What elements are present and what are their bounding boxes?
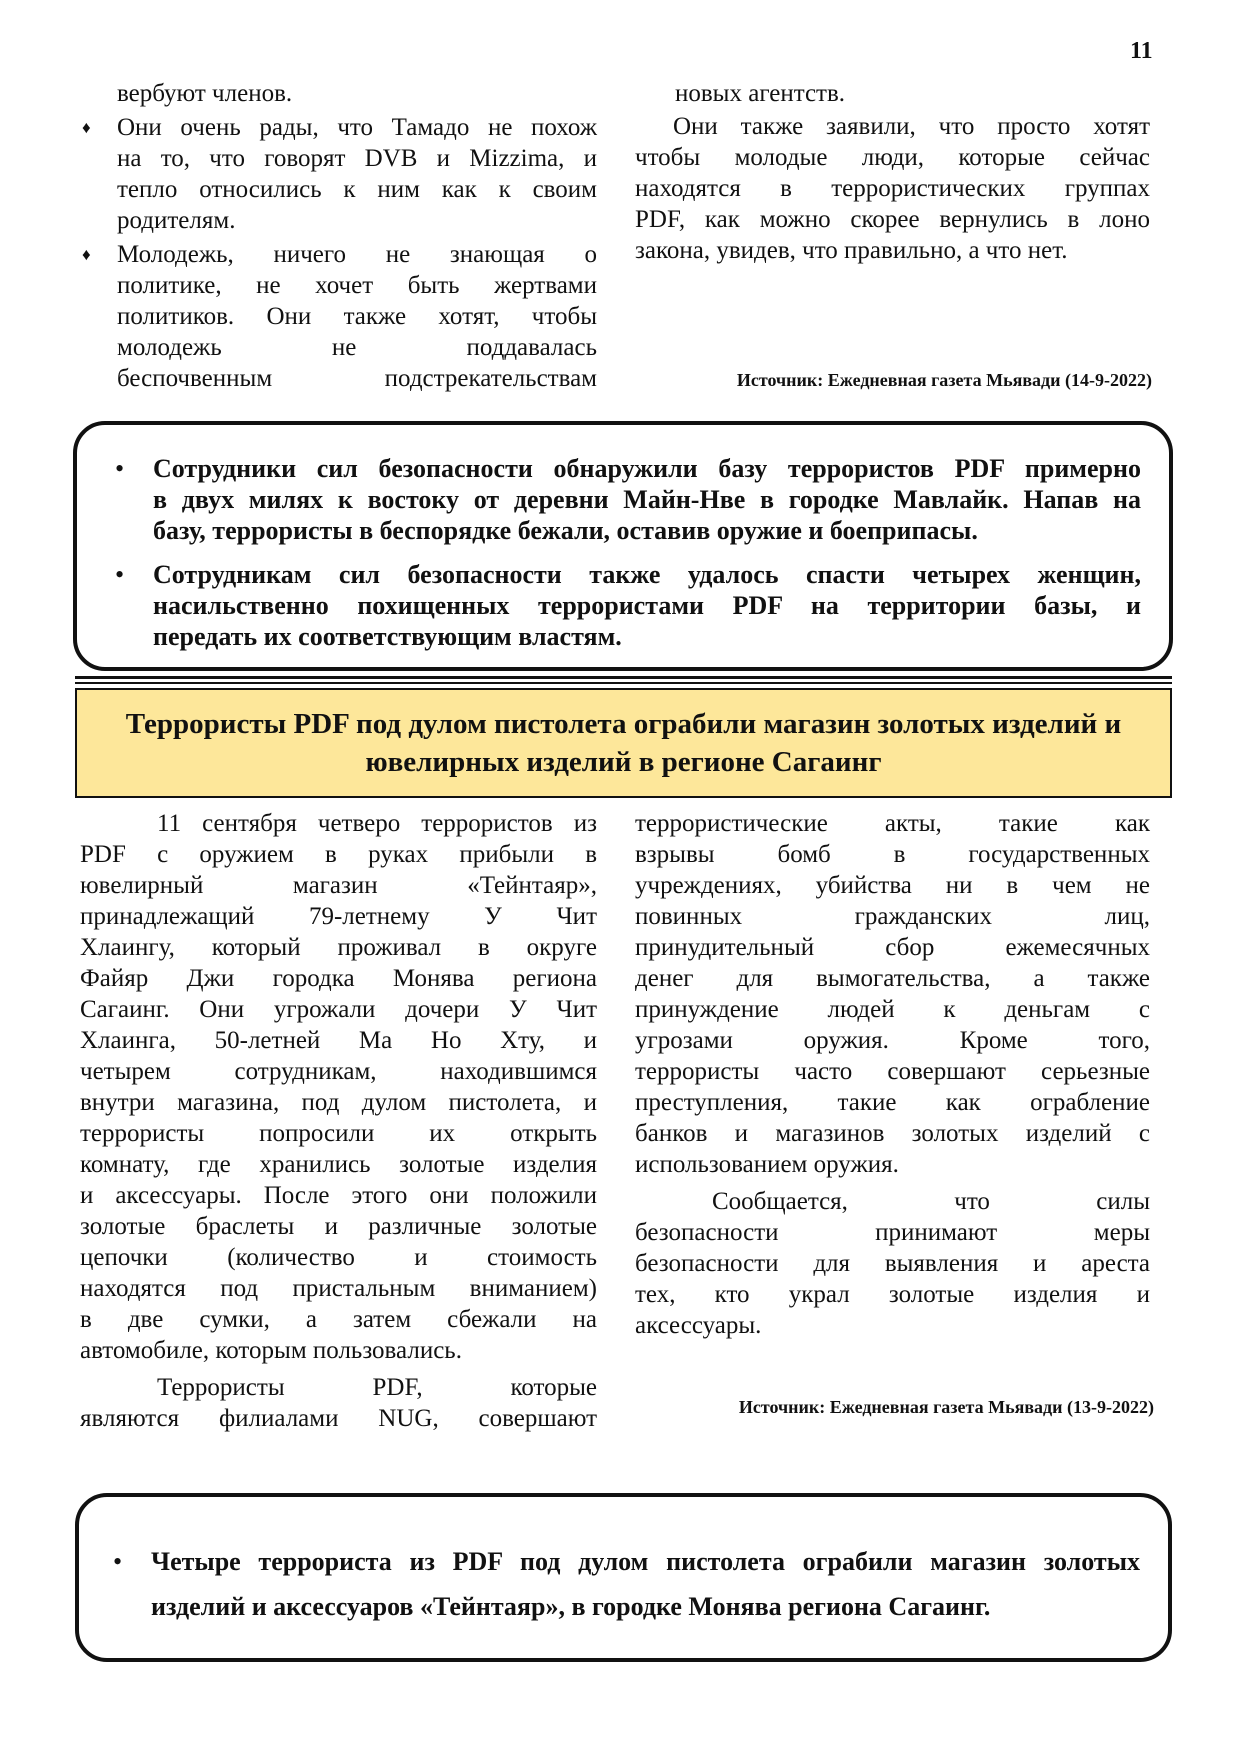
text-line: ювелирный магазин «Тейнтаяр», xyxy=(80,872,597,899)
text-line: террористы часто совершают серьезные xyxy=(635,1058,1150,1085)
text-line: аксессуары. xyxy=(635,1312,762,1339)
text-line: Хлаинга, 50-летней Ма Но Хту, и xyxy=(80,1027,597,1054)
bullet-dot-icon: • xyxy=(113,1547,123,1576)
text-line: повинных гражданских лиц, xyxy=(635,903,1150,930)
text-line: террористы попросили их открыть xyxy=(80,1120,597,1147)
text-line: PDF, как можно скорее вернулись в лоно xyxy=(635,206,1150,233)
text-line: Четыре террориста из PDF под дулом пистолета ограбили магазин золотых xyxy=(151,1547,1140,1576)
text-line: PDF с оружием в руках прибыли в xyxy=(80,841,597,868)
text-line: учреждениях, убийства ни в чем не xyxy=(635,872,1150,899)
bullet-item xyxy=(77,112,597,236)
summary-box xyxy=(75,1493,1172,1662)
source-citation: Источник: Ежедневная газета Мьявади (13-9-2022) xyxy=(738,1397,1154,1417)
text-line: Файяр Джи городка Монява региона xyxy=(80,965,597,992)
continuation-text: вербуют членов. xyxy=(117,80,293,107)
article-left-column xyxy=(80,808,597,1434)
article-headline xyxy=(75,688,1172,798)
page-number: 11 xyxy=(1130,38,1153,64)
text-line: банков и магазинов золотых изделий с xyxy=(635,1120,1150,1147)
text-line: находятся в террористических группах xyxy=(635,175,1150,202)
text-line: передать их соответствующим властям. xyxy=(153,622,622,651)
paragraph xyxy=(153,559,1141,652)
text-line: беспочвенным подстрекательствам xyxy=(117,365,597,392)
text-line: Они очень рады, что Тамадо не похож xyxy=(117,114,597,141)
text-line: тепло относились к ним как к своим xyxy=(117,176,597,203)
diamond-bullet-icon: ♦ xyxy=(82,118,91,137)
continuation-text: новых агентств. xyxy=(675,80,846,107)
headline-line: ювелирных изделий в регионе Сагаинг xyxy=(365,746,882,778)
bullet-item xyxy=(77,239,597,394)
top-right-column xyxy=(635,78,1150,266)
paragraph xyxy=(80,808,597,1366)
text-line: использованием оружия. xyxy=(635,1151,899,1178)
paragraph xyxy=(635,111,1150,266)
text-line: золотые браслеты и различные золотые xyxy=(80,1213,597,1240)
text-line: молодежь не поддавалась xyxy=(117,334,597,361)
text-line: в две сумки, а затем сбежали на xyxy=(80,1306,597,1333)
text-line: Сотрудникам сил безопасности также удалось спасти четырех женщин, xyxy=(153,560,1141,589)
text-line: базу, террористы в беспорядке бежали, оставив оружие и боеприпасы. xyxy=(153,516,978,545)
text-line: Сообщается, что силы xyxy=(712,1188,1150,1215)
text-line: тех, кто украл золотые изделия и xyxy=(635,1281,1150,1308)
text-line: родителям. xyxy=(117,207,236,234)
text-line: внутри магазина, под дулом пистолета, и xyxy=(80,1089,597,1116)
text-line: закона, увидев, что правильно, а что нет. xyxy=(635,237,1068,264)
summary-bullet-item xyxy=(97,1539,1140,1629)
text-line: преступления, такие как ограбление xyxy=(635,1089,1150,1116)
text-line: на то, что говорят DVB и Mizzima, и xyxy=(117,145,597,172)
text-line: принудительный сбор ежемесячных xyxy=(635,934,1150,961)
text-line: взрывы бомб в государственных xyxy=(635,841,1150,868)
text-line: угрозами оружия. Кроме того, xyxy=(635,1027,1150,1054)
text-line: Они также заявили, что просто хотят xyxy=(673,113,1150,140)
text-line: четырем сотрудникам, находившимся xyxy=(80,1058,597,1085)
summary-bullet-item xyxy=(99,559,1141,652)
text-line: политике, не хочет быть жертвами xyxy=(117,272,597,299)
text-line: 11 сентября четверо террористов из xyxy=(157,810,597,837)
text-line: Сагаинг. Они угрожали дочери У Чит xyxy=(80,996,597,1023)
paragraph xyxy=(80,1372,597,1434)
top-left-column xyxy=(82,78,597,394)
diamond-bullet-icon: ♦ xyxy=(82,245,91,264)
paragraph xyxy=(635,1186,1150,1341)
text-line: безопасности принимают меры xyxy=(635,1219,1150,1246)
text-line: принуждение людей к деньгам с xyxy=(635,996,1150,1023)
paragraph xyxy=(117,112,597,236)
divider xyxy=(75,676,1172,679)
text-line: в двух милях к востоку от деревни Майн-Нве в городке Мавлайк. Напав на xyxy=(153,485,1141,514)
bullet-dot-icon: • xyxy=(115,560,125,589)
paragraph xyxy=(151,1539,1140,1629)
bullet-dot-icon: • xyxy=(115,454,125,483)
text-line: безопасности для выявления и ареста xyxy=(635,1250,1150,1277)
text-line: Сотрудники сил безопасности обнаружили базу террористов PDF примерно xyxy=(153,454,1141,483)
summary-bullet-item xyxy=(99,453,1141,546)
source-citation: Источник: Ежедневная газета Мьявади (14-9-2022) xyxy=(736,370,1152,390)
divider xyxy=(75,682,1172,684)
paragraph xyxy=(635,808,1150,1180)
text-line: Террористы PDF, которые xyxy=(157,1374,597,1401)
text-line: и аксессуары. После этого они положили xyxy=(80,1182,597,1209)
text-line: чтобы молодые люди, которые сейчас xyxy=(635,144,1150,171)
text-line: изделий и аксессуаров «Тейнтаяр», в городке Монява региона Сагаинг. xyxy=(151,1592,991,1621)
summary-box xyxy=(73,421,1173,671)
text-line: находятся под пристальным вниманием) xyxy=(80,1275,597,1302)
text-line: террористические акты, такие как xyxy=(635,810,1150,837)
text-line: комнату, где хранились золотые изделия xyxy=(80,1151,597,1178)
text-line: Молодежь, ничего не знающая о xyxy=(117,241,597,268)
text-line: политиков. Они также хотят, чтобы xyxy=(117,303,597,330)
headline-line: Террористы PDF под дулом пистолета ограбили магазин золотых изделий и xyxy=(125,708,1122,740)
paragraph xyxy=(153,453,1141,546)
paragraph xyxy=(117,239,597,394)
article-right-column xyxy=(635,808,1150,1341)
text-line: денег для вымогательства, а также xyxy=(635,965,1150,992)
text-line: цепочки (количество и стоимость xyxy=(80,1244,597,1271)
text-line: насильственно похищенных террористами PDF на территории базы, и xyxy=(153,591,1141,620)
text-line: Хлаингу, который проживал в округе xyxy=(80,934,597,961)
text-line: являются филиалами NUG, совершают xyxy=(80,1405,597,1432)
text-line: автомобиле, которым пользовались. xyxy=(80,1337,462,1364)
text-line: принадлежащий 79-летнему У Чит xyxy=(80,903,597,930)
